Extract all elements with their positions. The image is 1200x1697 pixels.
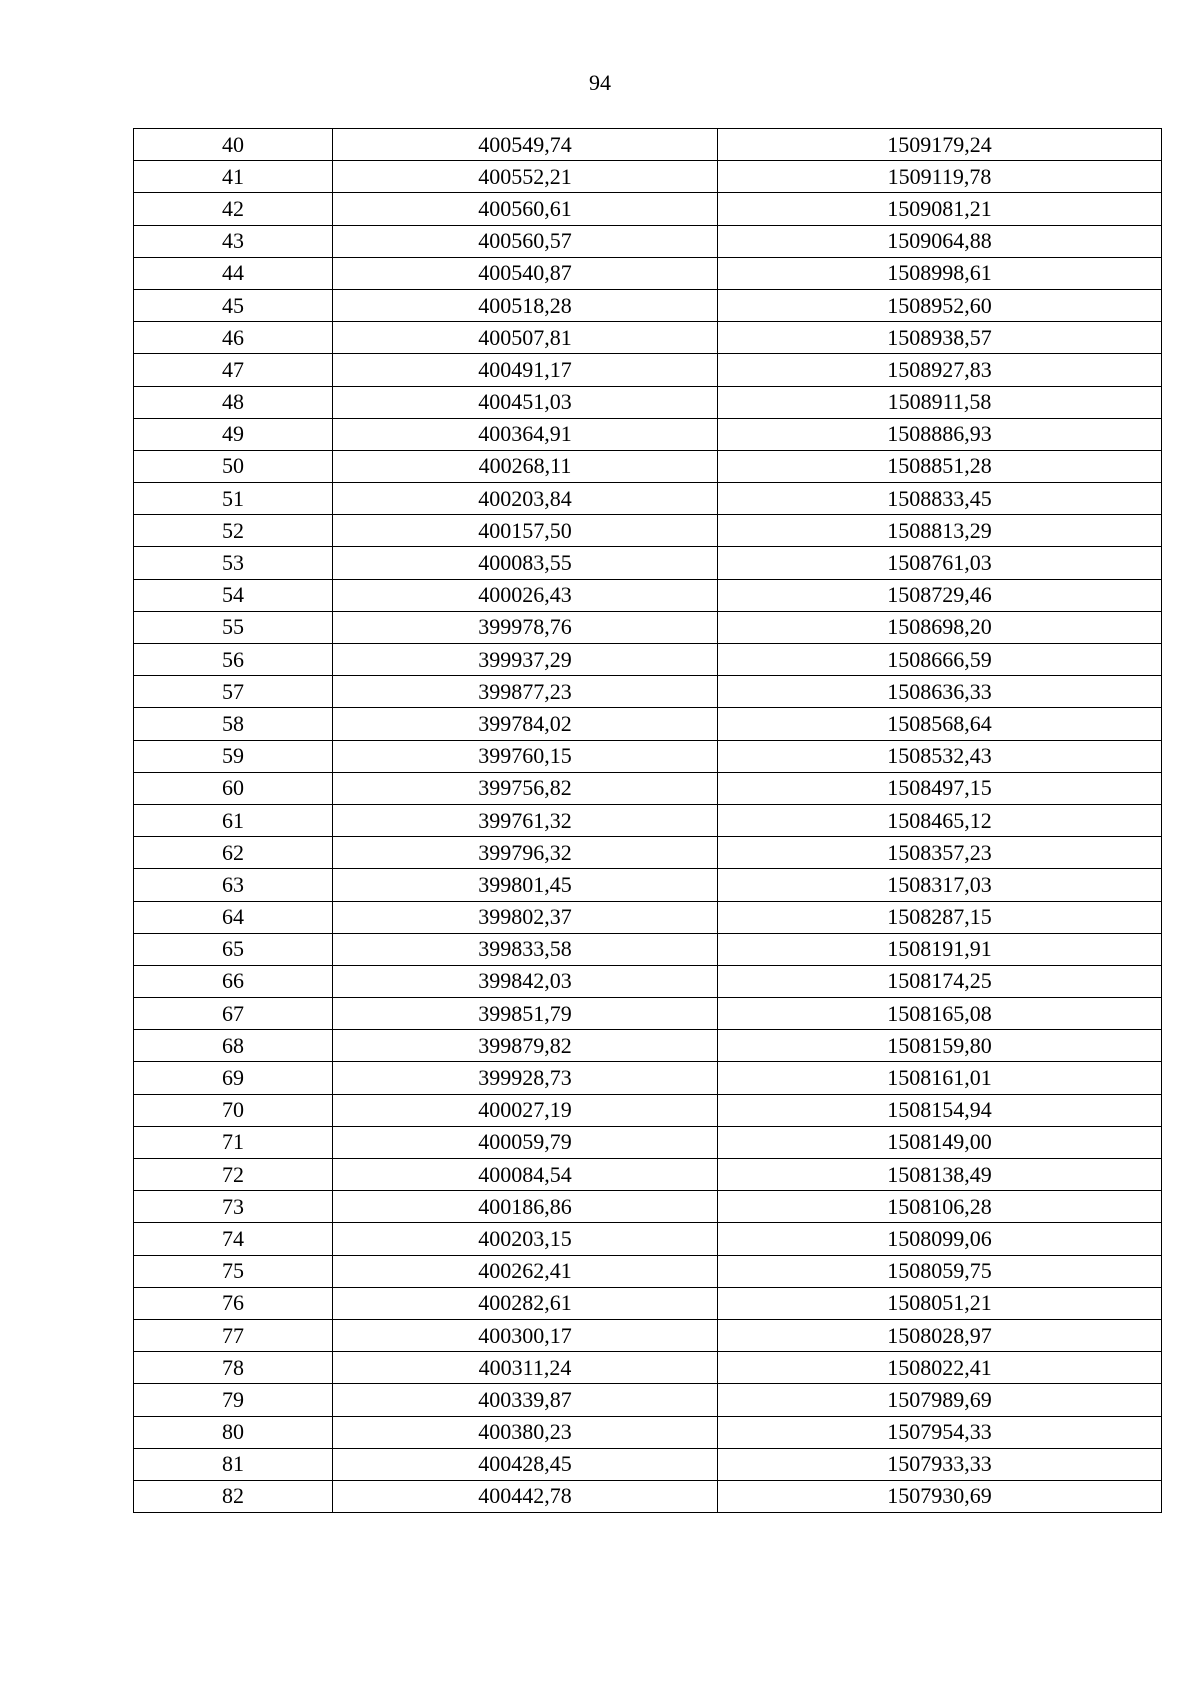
table-row: [134, 450, 1162, 482]
point-number-cell: 46: [134, 322, 333, 354]
point-number-cell: 54: [134, 579, 333, 611]
table-row: [134, 837, 1162, 869]
y-coordinate-cell: 1508729,46: [718, 579, 1162, 611]
y-coordinate-cell: 1508165,08: [718, 998, 1162, 1030]
table-row: [134, 418, 1162, 450]
x-coordinate-cell: 400442,78: [333, 1480, 718, 1512]
point-number-cell: 52: [134, 515, 333, 547]
point-number-cell: 58: [134, 708, 333, 740]
y-coordinate-cell: 1508174,25: [718, 965, 1162, 997]
y-coordinate-cell: 1509081,21: [718, 193, 1162, 225]
x-coordinate-cell: 400027,19: [333, 1094, 718, 1126]
y-coordinate-cell: 1508952,60: [718, 289, 1162, 321]
y-coordinate-cell: 1507930,69: [718, 1480, 1162, 1512]
table-row: [134, 1094, 1162, 1126]
point-number-cell: 82: [134, 1480, 333, 1512]
table-row: [134, 676, 1162, 708]
y-coordinate-cell: 1508161,01: [718, 1062, 1162, 1094]
x-coordinate-cell: 399761,32: [333, 804, 718, 836]
point-number-cell: 61: [134, 804, 333, 836]
x-coordinate-cell: 399833,58: [333, 933, 718, 965]
coordinates-table: [133, 128, 1162, 1513]
point-number-cell: 78: [134, 1352, 333, 1384]
x-coordinate-cell: 400540,87: [333, 257, 718, 289]
point-number-cell: 70: [134, 1094, 333, 1126]
y-coordinate-cell: 1508886,93: [718, 418, 1162, 450]
x-coordinate-cell: 400203,15: [333, 1223, 718, 1255]
table-row: [134, 225, 1162, 257]
y-coordinate-cell: 1508106,28: [718, 1191, 1162, 1223]
y-coordinate-cell: 1508465,12: [718, 804, 1162, 836]
x-coordinate-cell: 400549,74: [333, 129, 718, 161]
table-row: [134, 772, 1162, 804]
point-number-cell: 57: [134, 676, 333, 708]
x-coordinate-cell: 399928,73: [333, 1062, 718, 1094]
y-coordinate-cell: 1508028,97: [718, 1319, 1162, 1351]
x-coordinate-cell: 400364,91: [333, 418, 718, 450]
x-coordinate-cell: 400518,28: [333, 289, 718, 321]
x-coordinate-cell: 399802,37: [333, 901, 718, 933]
y-coordinate-cell: 1508154,94: [718, 1094, 1162, 1126]
y-coordinate-cell: 1508497,15: [718, 772, 1162, 804]
point-number-cell: 65: [134, 933, 333, 965]
x-coordinate-cell: 399801,45: [333, 869, 718, 901]
y-coordinate-cell: 1508666,59: [718, 644, 1162, 676]
coordinates-table-body: [134, 129, 1162, 1513]
point-number-cell: 49: [134, 418, 333, 450]
table-row: [134, 611, 1162, 643]
table-row: [134, 515, 1162, 547]
table-row: [134, 740, 1162, 772]
table-row: [134, 161, 1162, 193]
y-coordinate-cell: 1508051,21: [718, 1287, 1162, 1319]
y-coordinate-cell: 1507933,33: [718, 1448, 1162, 1480]
table-row: [134, 901, 1162, 933]
y-coordinate-cell: 1509064,88: [718, 225, 1162, 257]
point-number-cell: 74: [134, 1223, 333, 1255]
point-number-cell: 75: [134, 1255, 333, 1287]
x-coordinate-cell: 400282,61: [333, 1287, 718, 1319]
x-coordinate-cell: 400491,17: [333, 354, 718, 386]
y-coordinate-cell: 1508022,41: [718, 1352, 1162, 1384]
x-coordinate-cell: 400083,55: [333, 547, 718, 579]
point-number-cell: 40: [134, 129, 333, 161]
x-coordinate-cell: 400203,84: [333, 483, 718, 515]
x-coordinate-cell: 399784,02: [333, 708, 718, 740]
x-coordinate-cell: 399756,82: [333, 772, 718, 804]
table-row: [134, 965, 1162, 997]
y-coordinate-cell: 1508059,75: [718, 1255, 1162, 1287]
point-number-cell: 42: [134, 193, 333, 225]
y-coordinate-cell: 1508099,06: [718, 1223, 1162, 1255]
point-number-cell: 79: [134, 1384, 333, 1416]
x-coordinate-cell: 400262,41: [333, 1255, 718, 1287]
point-number-cell: 48: [134, 386, 333, 418]
point-number-cell: 76: [134, 1287, 333, 1319]
table-row: [134, 1191, 1162, 1223]
x-coordinate-cell: 400311,24: [333, 1352, 718, 1384]
table-row: [134, 1062, 1162, 1094]
y-coordinate-cell: 1509179,24: [718, 129, 1162, 161]
point-number-cell: 55: [134, 611, 333, 643]
page-number: 94: [589, 70, 611, 95]
x-coordinate-cell: 399842,03: [333, 965, 718, 997]
point-number-cell: 69: [134, 1062, 333, 1094]
y-coordinate-cell: 1508998,61: [718, 257, 1162, 289]
point-number-cell: 53: [134, 547, 333, 579]
point-number-cell: 68: [134, 1030, 333, 1062]
y-coordinate-cell: 1508911,58: [718, 386, 1162, 418]
table-row: [134, 483, 1162, 515]
y-coordinate-cell: 1508568,64: [718, 708, 1162, 740]
point-number-cell: 44: [134, 257, 333, 289]
table-row: [134, 1384, 1162, 1416]
y-coordinate-cell: 1508287,15: [718, 901, 1162, 933]
point-number-cell: 73: [134, 1191, 333, 1223]
point-number-cell: 56: [134, 644, 333, 676]
table-row: [134, 998, 1162, 1030]
x-coordinate-cell: 400380,23: [333, 1416, 718, 1448]
point-number-cell: 60: [134, 772, 333, 804]
x-coordinate-cell: 400084,54: [333, 1159, 718, 1191]
y-coordinate-cell: 1508833,45: [718, 483, 1162, 515]
table-row: [134, 547, 1162, 579]
point-number-cell: 72: [134, 1159, 333, 1191]
y-coordinate-cell: 1508938,57: [718, 322, 1162, 354]
point-number-cell: 45: [134, 289, 333, 321]
point-number-cell: 50: [134, 450, 333, 482]
table-row: [134, 804, 1162, 836]
x-coordinate-cell: 400560,57: [333, 225, 718, 257]
x-coordinate-cell: 399877,23: [333, 676, 718, 708]
y-coordinate-cell: 1509119,78: [718, 161, 1162, 193]
table-row: [134, 257, 1162, 289]
x-coordinate-cell: 399978,76: [333, 611, 718, 643]
x-coordinate-cell: 400560,61: [333, 193, 718, 225]
x-coordinate-cell: 400186,86: [333, 1191, 718, 1223]
point-number-cell: 62: [134, 837, 333, 869]
x-coordinate-cell: 400026,43: [333, 579, 718, 611]
table-row: [134, 579, 1162, 611]
y-coordinate-cell: 1508149,00: [718, 1126, 1162, 1158]
x-coordinate-cell: 400428,45: [333, 1448, 718, 1480]
x-coordinate-cell: 399796,32: [333, 837, 718, 869]
x-coordinate-cell: 400300,17: [333, 1319, 718, 1351]
point-number-cell: 80: [134, 1416, 333, 1448]
y-coordinate-cell: 1508636,33: [718, 676, 1162, 708]
y-coordinate-cell: 1508357,23: [718, 837, 1162, 869]
y-coordinate-cell: 1508159,80: [718, 1030, 1162, 1062]
point-number-cell: 41: [134, 161, 333, 193]
x-coordinate-cell: 400157,50: [333, 515, 718, 547]
table-row: [134, 193, 1162, 225]
y-coordinate-cell: 1508698,20: [718, 611, 1162, 643]
table-row: [134, 1480, 1162, 1512]
y-coordinate-cell: 1508191,91: [718, 933, 1162, 965]
x-coordinate-cell: 400552,21: [333, 161, 718, 193]
point-number-cell: 64: [134, 901, 333, 933]
point-number-cell: 81: [134, 1448, 333, 1480]
x-coordinate-cell: 400339,87: [333, 1384, 718, 1416]
x-coordinate-cell: 399937,29: [333, 644, 718, 676]
table-row: [134, 869, 1162, 901]
y-coordinate-cell: 1507954,33: [718, 1416, 1162, 1448]
x-coordinate-cell: 399851,79: [333, 998, 718, 1030]
table-row: [134, 644, 1162, 676]
point-number-cell: 66: [134, 965, 333, 997]
table-row: [134, 1352, 1162, 1384]
table-row: [134, 354, 1162, 386]
y-coordinate-cell: 1508813,29: [718, 515, 1162, 547]
x-coordinate-cell: 400059,79: [333, 1126, 718, 1158]
table-row: [134, 1126, 1162, 1158]
table-row: [134, 1223, 1162, 1255]
table-row: [134, 1416, 1162, 1448]
table-row: [134, 322, 1162, 354]
table-row: [134, 708, 1162, 740]
point-number-cell: 67: [134, 998, 333, 1030]
table-row: [134, 1319, 1162, 1351]
table-row: [134, 129, 1162, 161]
y-coordinate-cell: 1508138,49: [718, 1159, 1162, 1191]
x-coordinate-cell: 400451,03: [333, 386, 718, 418]
point-number-cell: 51: [134, 483, 333, 515]
y-coordinate-cell: 1508851,28: [718, 450, 1162, 482]
x-coordinate-cell: 399879,82: [333, 1030, 718, 1062]
point-number-cell: 47: [134, 354, 333, 386]
y-coordinate-cell: 1508927,83: [718, 354, 1162, 386]
table-row: [134, 289, 1162, 321]
table-row: [134, 1287, 1162, 1319]
table-row: [134, 1448, 1162, 1480]
point-number-cell: 71: [134, 1126, 333, 1158]
point-number-cell: 59: [134, 740, 333, 772]
y-coordinate-cell: 1508317,03: [718, 869, 1162, 901]
y-coordinate-cell: 1508761,03: [718, 547, 1162, 579]
table-row: [134, 1255, 1162, 1287]
x-coordinate-cell: 400507,81: [333, 322, 718, 354]
y-coordinate-cell: 1508532,43: [718, 740, 1162, 772]
x-coordinate-cell: 399760,15: [333, 740, 718, 772]
point-number-cell: 43: [134, 225, 333, 257]
y-coordinate-cell: 1507989,69: [718, 1384, 1162, 1416]
table-row: [134, 1030, 1162, 1062]
table-row: [134, 933, 1162, 965]
point-number-cell: 63: [134, 869, 333, 901]
table-row: [134, 1159, 1162, 1191]
table-row: [134, 386, 1162, 418]
point-number-cell: 77: [134, 1319, 333, 1351]
x-coordinate-cell: 400268,11: [333, 450, 718, 482]
